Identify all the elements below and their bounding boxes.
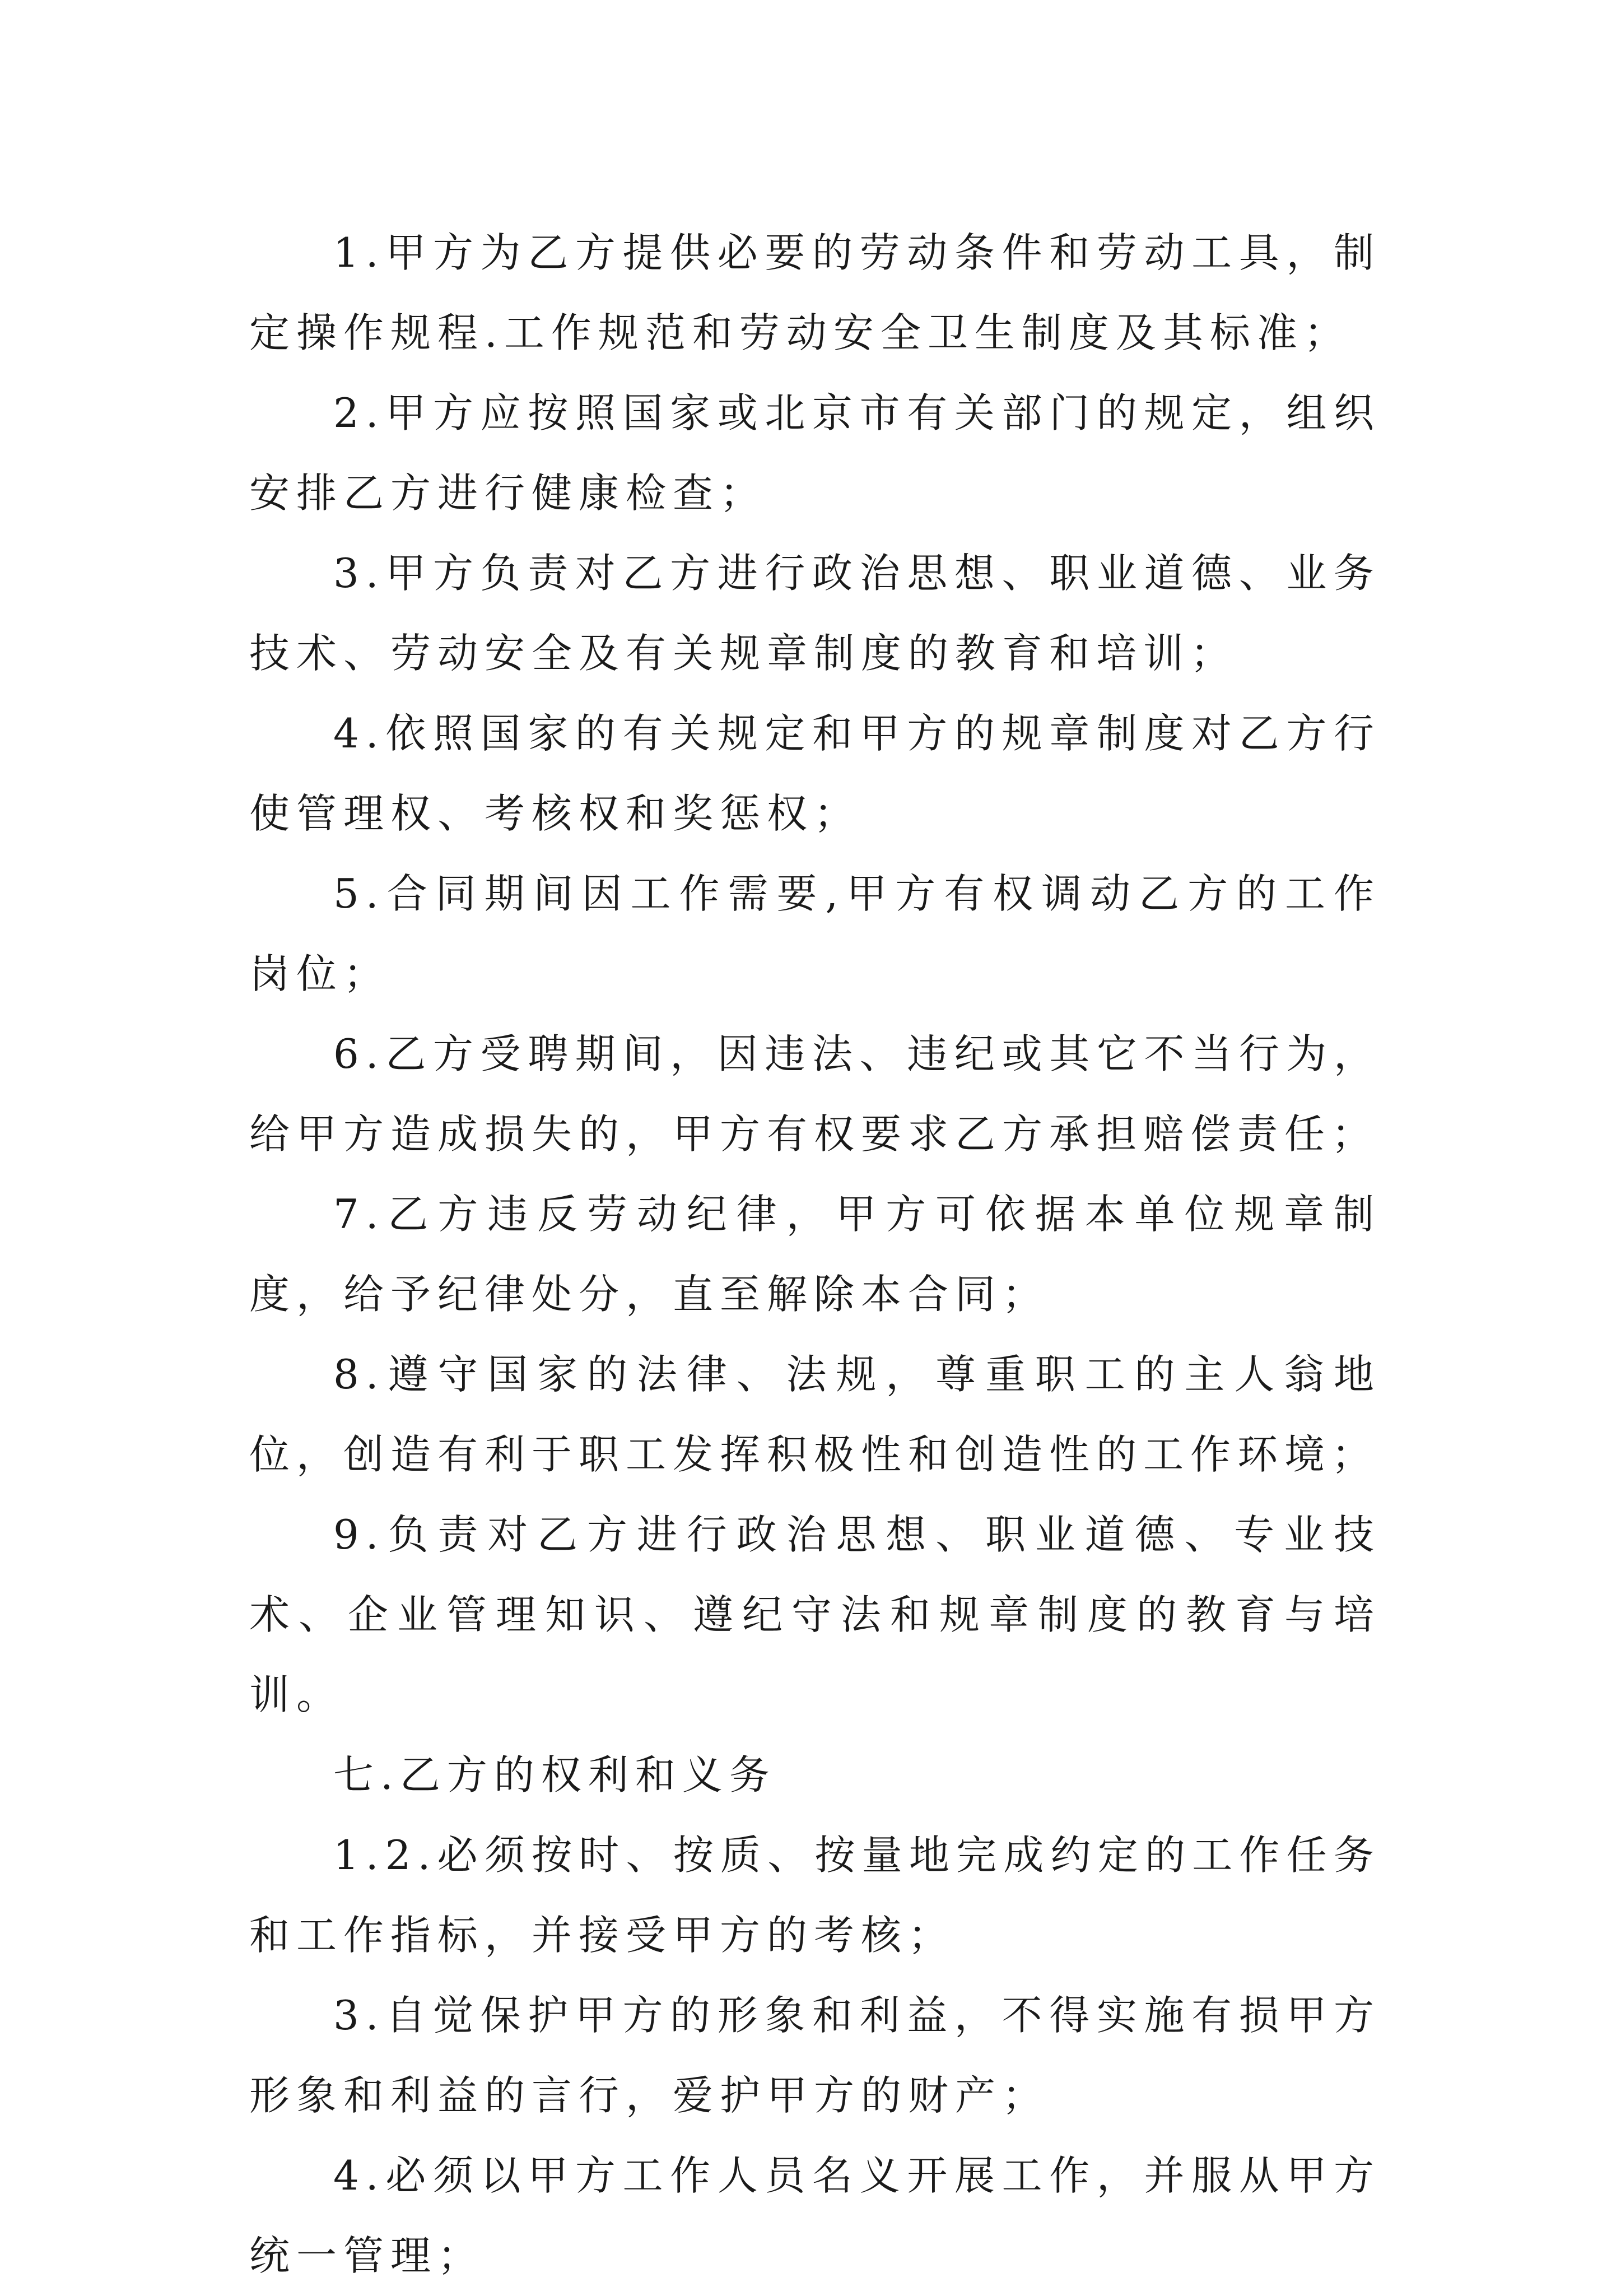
clause-7: 7.乙方违反劳动纪律，甲方可依据本单位规章制度，给予纪律处分，直至解除本合同； — [249, 1191, 1381, 1318]
clause-9: 9.负责对乙方进行政治思想、职业道德、专业技术、企业管理知识、遵纪守法和规章制度的教育与培训。 — [249, 1511, 1381, 1718]
clause-party-b-3: 3.自觉保护甲方的形象和利益，不得实施有损甲方形象和利益的言行，爱护甲方的财产； — [249, 1992, 1381, 2119]
clause-3: 3.甲方负责对乙方进行政治思想、职业道德、业务技术、劳动安全及有关规章制度的教育和培训； — [249, 550, 1381, 677]
clause-2: 2.甲方应按照国家或北京市有关部门的规定，组织安排乙方进行健康检查； — [249, 389, 1381, 517]
section-heading: 七.乙方的权利和义务 — [333, 1751, 776, 1798]
clause-4: 4.依照国家的有关规定和甲方的规章制度对乙方行使管理权、考核权和奖惩权； — [249, 710, 1381, 837]
clause-1: 1.甲方为乙方提供必要的劳动条件和劳动工具，制定操作规程.工作规范和劳动安全卫生制度及其标准； — [249, 229, 1381, 356]
clause-6: 6.乙方受聘期间，因违法、违纪或其它不当行为，给甲方造成损失的，甲方有权要求乙方承担赔偿责任； — [249, 1030, 1381, 1158]
clause-party-b-1-2: 1.2.必须按时、按质、按量地完成约定的工作任务和工作指标，并接受甲方的考核； — [249, 1832, 1381, 1959]
document-body — [249, 213, 1381, 2296]
clause-5: 5.合同期间因工作需要,甲方有权调动乙方的工作岗位； — [249, 870, 1381, 997]
clause-party-b-4: 4.必须以甲方工作人员名义开展工作，并服从甲方统一管理； — [249, 2152, 1381, 2279]
clause-8: 8.遵守国家的法律、法规，尊重职工的主人翁地位，创造有利于职工发挥积极性和创造性的工作环境； — [249, 1351, 1381, 1478]
